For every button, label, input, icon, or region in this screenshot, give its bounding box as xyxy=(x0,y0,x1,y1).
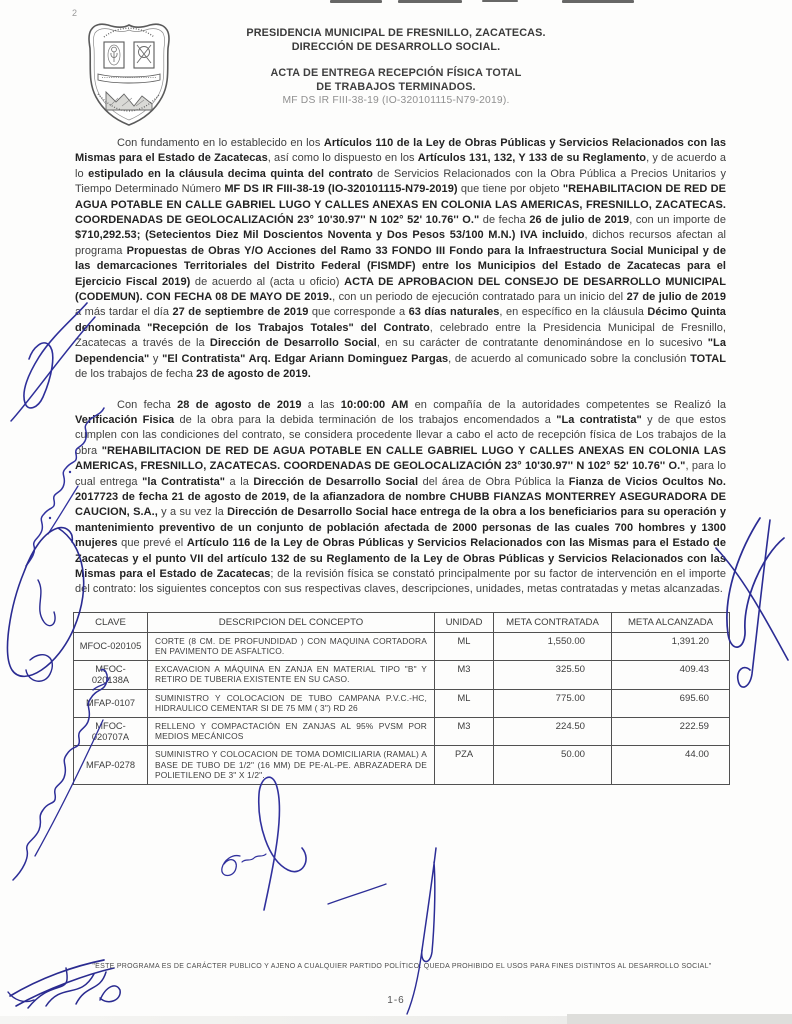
page-number: 1-6 xyxy=(387,995,405,1006)
table-header-row xyxy=(74,612,730,632)
scan-artifact-top xyxy=(482,0,518,2)
cell-clave: MFAP-0278 xyxy=(74,746,148,785)
col-header-descripcion: DESCRIPCION DEL CONCEPTO xyxy=(148,612,435,632)
corner-mark: 2 xyxy=(72,8,78,18)
cell-meta-alcanzada: 409.43 xyxy=(612,661,730,689)
scan-artifact-top xyxy=(398,0,462,3)
cell-descripcion: CORTE (8 CM. DE PROFUNDIDAD ) CON MAQUINA CORTADORA EN PAVIMENTO DE ASFALTICO. xyxy=(148,632,435,660)
document-body xyxy=(75,136,726,785)
concepts-table xyxy=(73,612,730,785)
stroke-bottom-center-ink xyxy=(322,838,457,1018)
cell-meta-contratada: 325.50 xyxy=(494,661,612,689)
cell-meta-alcanzada: 44.00 xyxy=(612,746,730,785)
col-header-meta-contratada: META CONTRATADA xyxy=(494,612,612,632)
cell-clave: MFOC-020138A xyxy=(74,661,148,689)
cell-clave: MFOC-020707A xyxy=(74,718,148,746)
org-name: PRESIDENCIA MUNICIPAL DE FRESNILLO, ZACATECAS. xyxy=(246,27,546,39)
cell-meta-alcanzada: 222.59 xyxy=(612,718,730,746)
table-row xyxy=(74,632,730,660)
col-header-unidad: UNIDAD xyxy=(435,612,494,632)
doc-code: MF DS IR FIII-38-19 (IO-320101115-N79-2019). xyxy=(282,95,510,106)
cell-descripcion: EXCAVACION A MÁQUINA EN ZANJA EN MATERIAL TIPO "B" Y RETIRO DE TUBERIA EXISTENTE EN SU CASO. xyxy=(148,661,435,689)
cell-unidad: PZA xyxy=(435,746,494,785)
col-header-clave: CLAVE xyxy=(74,612,148,632)
cell-descripcion: RELLENO Y COMPACTACIÓN EN ZANJAS AL 95% PVSM POR MEDIOS MECÁNICOS xyxy=(148,718,435,746)
doc-title-line2: DE TRABAJOS TERMINADOS. xyxy=(316,80,476,93)
cell-meta-contratada: 775.00 xyxy=(494,689,612,717)
cell-unidad: M3 xyxy=(435,718,494,746)
cell-meta-contratada: 224.50 xyxy=(494,718,612,746)
paragraph-legal-basis: Con fundamento en lo establecido en los Artículos 110 de la Ley de Obras Públicas y Servicios Relacionados con las Mismas para el Estado de Zacatecas, así como lo dispuesto en los Artículos 131, 132, Y 133 de su Reglamento, y de acuerdo a lo estipulado en la cláusula decima quinta del contrato de Servicios Relacionados con la Obra Pública a Precios Unitarios y Tiempo Determinado Número MF DS IR FIII-38-19 (IO-320101115-N79-2019) que tiene por objeto "REHABILITACION DE RED DE AGUA POTABLE EN CALLE GABRIEL LUGO Y CALLES ANEXAS EN COLONIA LAS AMERICAS, FRESNILLO, ZACATECAS. COORDENADAS DE GEOLOCALIZACIÓN 23° 10'30.97'' N 102° 52' 10.76'' O." de fecha 26 de julio de 2019, con un importe de $710,292.53; (Setecientos Diez Mil Doscientos Noventa y Dos Pesos 53/100 M.N.) IVA incluido, dichos recursos afectan al programa Propuestas de Obras Y/O Acciones del Ramo 33 FONDO III Fondo para la Infraestructura Social Municipal y de las demarcaciones Territoriales del Distrito Federal (FISMDF) entre los Municipios del Estado de Zacatecas para el Ejercicio Fiscal 2019) de acuerdo al (acta u oficio) ACTA DE APROBACION DEL CONSEJO DE DESARROLLO MUNICIPAL (CODEMUN). CON FECHA 08 DE MAYO DE 2019., con un periodo de ejecución contratado para un inicio del 27 de julio de 2019 a más tardar el día 27 de septiembre de 2019 que corresponde a 63 días naturales, en específico en la cláusula Décimo Quinta denominada "Recepción de los Trabajos Totales" del Contrato, celebrado entre la Presidencia Municipal de Fresnillo, Zacatecas a través de la Dirección de Desarrollo Social, en su carácter de contratante denominándose en lo sucesivo "La Dependencia" y "El Contratista" Arq. Edgar Ariann Dominguez Pargas, de acuerdo al comunicado sobre la conclusión TOTAL de los trabajos de fecha 23 de agosto de 2019. xyxy=(75,137,727,381)
signature-bottom-left-ink xyxy=(4,948,129,1020)
cell-meta-alcanzada: 695.60 xyxy=(612,689,730,717)
cell-unidad: ML xyxy=(435,632,494,660)
table-row xyxy=(74,661,730,689)
department-name: DIRECCIÓN DE DESARROLLO SOCIAL. xyxy=(291,40,501,53)
table-row xyxy=(74,718,730,746)
cell-unidad: M3 xyxy=(435,661,494,689)
cell-unidad: ML xyxy=(435,689,494,717)
scan-artifact-top xyxy=(562,0,634,3)
signature-table-center-ink xyxy=(188,768,353,918)
cell-clave: MFOC-020105 xyxy=(74,632,148,660)
scan-artifact-top xyxy=(330,0,382,3)
doc-title-line1: ACTA DE ENTREGA RECEPCIÓN FÍSICA TOTAL xyxy=(270,67,522,79)
document-header xyxy=(0,27,792,107)
cell-descripcion: SUMINISTRO Y COLOCACION DE TOMA DOMICILIARIA (RAMAL) A BASE DE TUBO DE 1/2" (16 MM) DE PE-AL-PE. ABRAZADERA DE POLIETILENO DE 3" X 1/2". xyxy=(148,746,435,785)
scan-edge-corner xyxy=(567,1014,792,1024)
table-row xyxy=(74,689,730,717)
cell-meta-contratada: 50.00 xyxy=(494,746,612,785)
col-header-meta-alcanzada: META ALCANZADA xyxy=(612,612,730,632)
cell-descripcion: SUMINISTRO Y COLOCACION DE TUBO CAMPANA P.V.C.-HC, HIDRAULICO CEMENTAR SI DE 75 MM ( 3") RD 26 xyxy=(148,689,435,717)
table-row xyxy=(74,746,730,785)
cell-meta-alcanzada: 1,391.20 xyxy=(612,632,730,660)
cell-meta-contratada: 1,550.00 xyxy=(494,632,612,660)
cell-clave: MFAP-0107 xyxy=(74,689,148,717)
paragraph-verification: Con fecha 28 de agosto de 2019 a las 10:00:00 AM en compañía de la autoridades competentes se Realizó la Verificación Fisica de la obra para la debida terminación de los trabajos encomendados a "La contratista" y de que estos cumplen con las condiciones del contrato, se considera procedente llevar a cabo el acto de recepción física de Los trabajos de la obra "REHABILITACION DE RED DE AGUA POTABLE EN CALLE GABRIEL LUGO Y CALLES ANEXAS EN COLONIA LAS AMERICAS, FRESNILLO, ZACATECAS. COORDENADAS DE GEOLOCALIZACIÓN 23° 10'30.97'' N 102° 52' 10.76'' O.", para lo cual entrega "la Contratista" a la Dirección de Desarrollo Social del área de Obra Pública la Fianza de Vicios Ocultos No. 2017723 de fecha 21 de agosto de 2019, de la afianzadora de nombre CHUBB FIANZAS MONTERREY ASEGURADORA DE CAUCION, S.A., y a su vez la Dirección de Desarrollo Social hace entrega de la obra a los beneficiarios para su operación y mantenimiento preventivo de un conjunto de población afectada de 2000 personas de las cuales 700 hombres y 1300 mujeres que prevé el Artículo 116 de la Ley de Obras Públicas y Servicios Relacionados con las Mismas para el Estado de Zacatecas y el punto VII del artículo 132 de su Reglamento de la Ley de Obras Públicas y Servicios Relacionados con las Mismas para el Estado de Zacatecas; de la revisión física se constató principalmente por su factor de intervención en el importe del contrato: los siguientes conceptos con sus respectivas claves, descripciones, unidades, metas contratadas y metas alcanzadas. xyxy=(75,398,727,596)
footer-disclaimer: "ESTE PROGRAMA ES DE CARÁCTER PUBLICO Y AJENO A CUALQUIER PARTIDO POLÍTICO. QUEDA PROHIBIDO EL USOS PARA FINES DISTINTOS AL DESARROLLO SOCIAL" xyxy=(92,963,712,970)
